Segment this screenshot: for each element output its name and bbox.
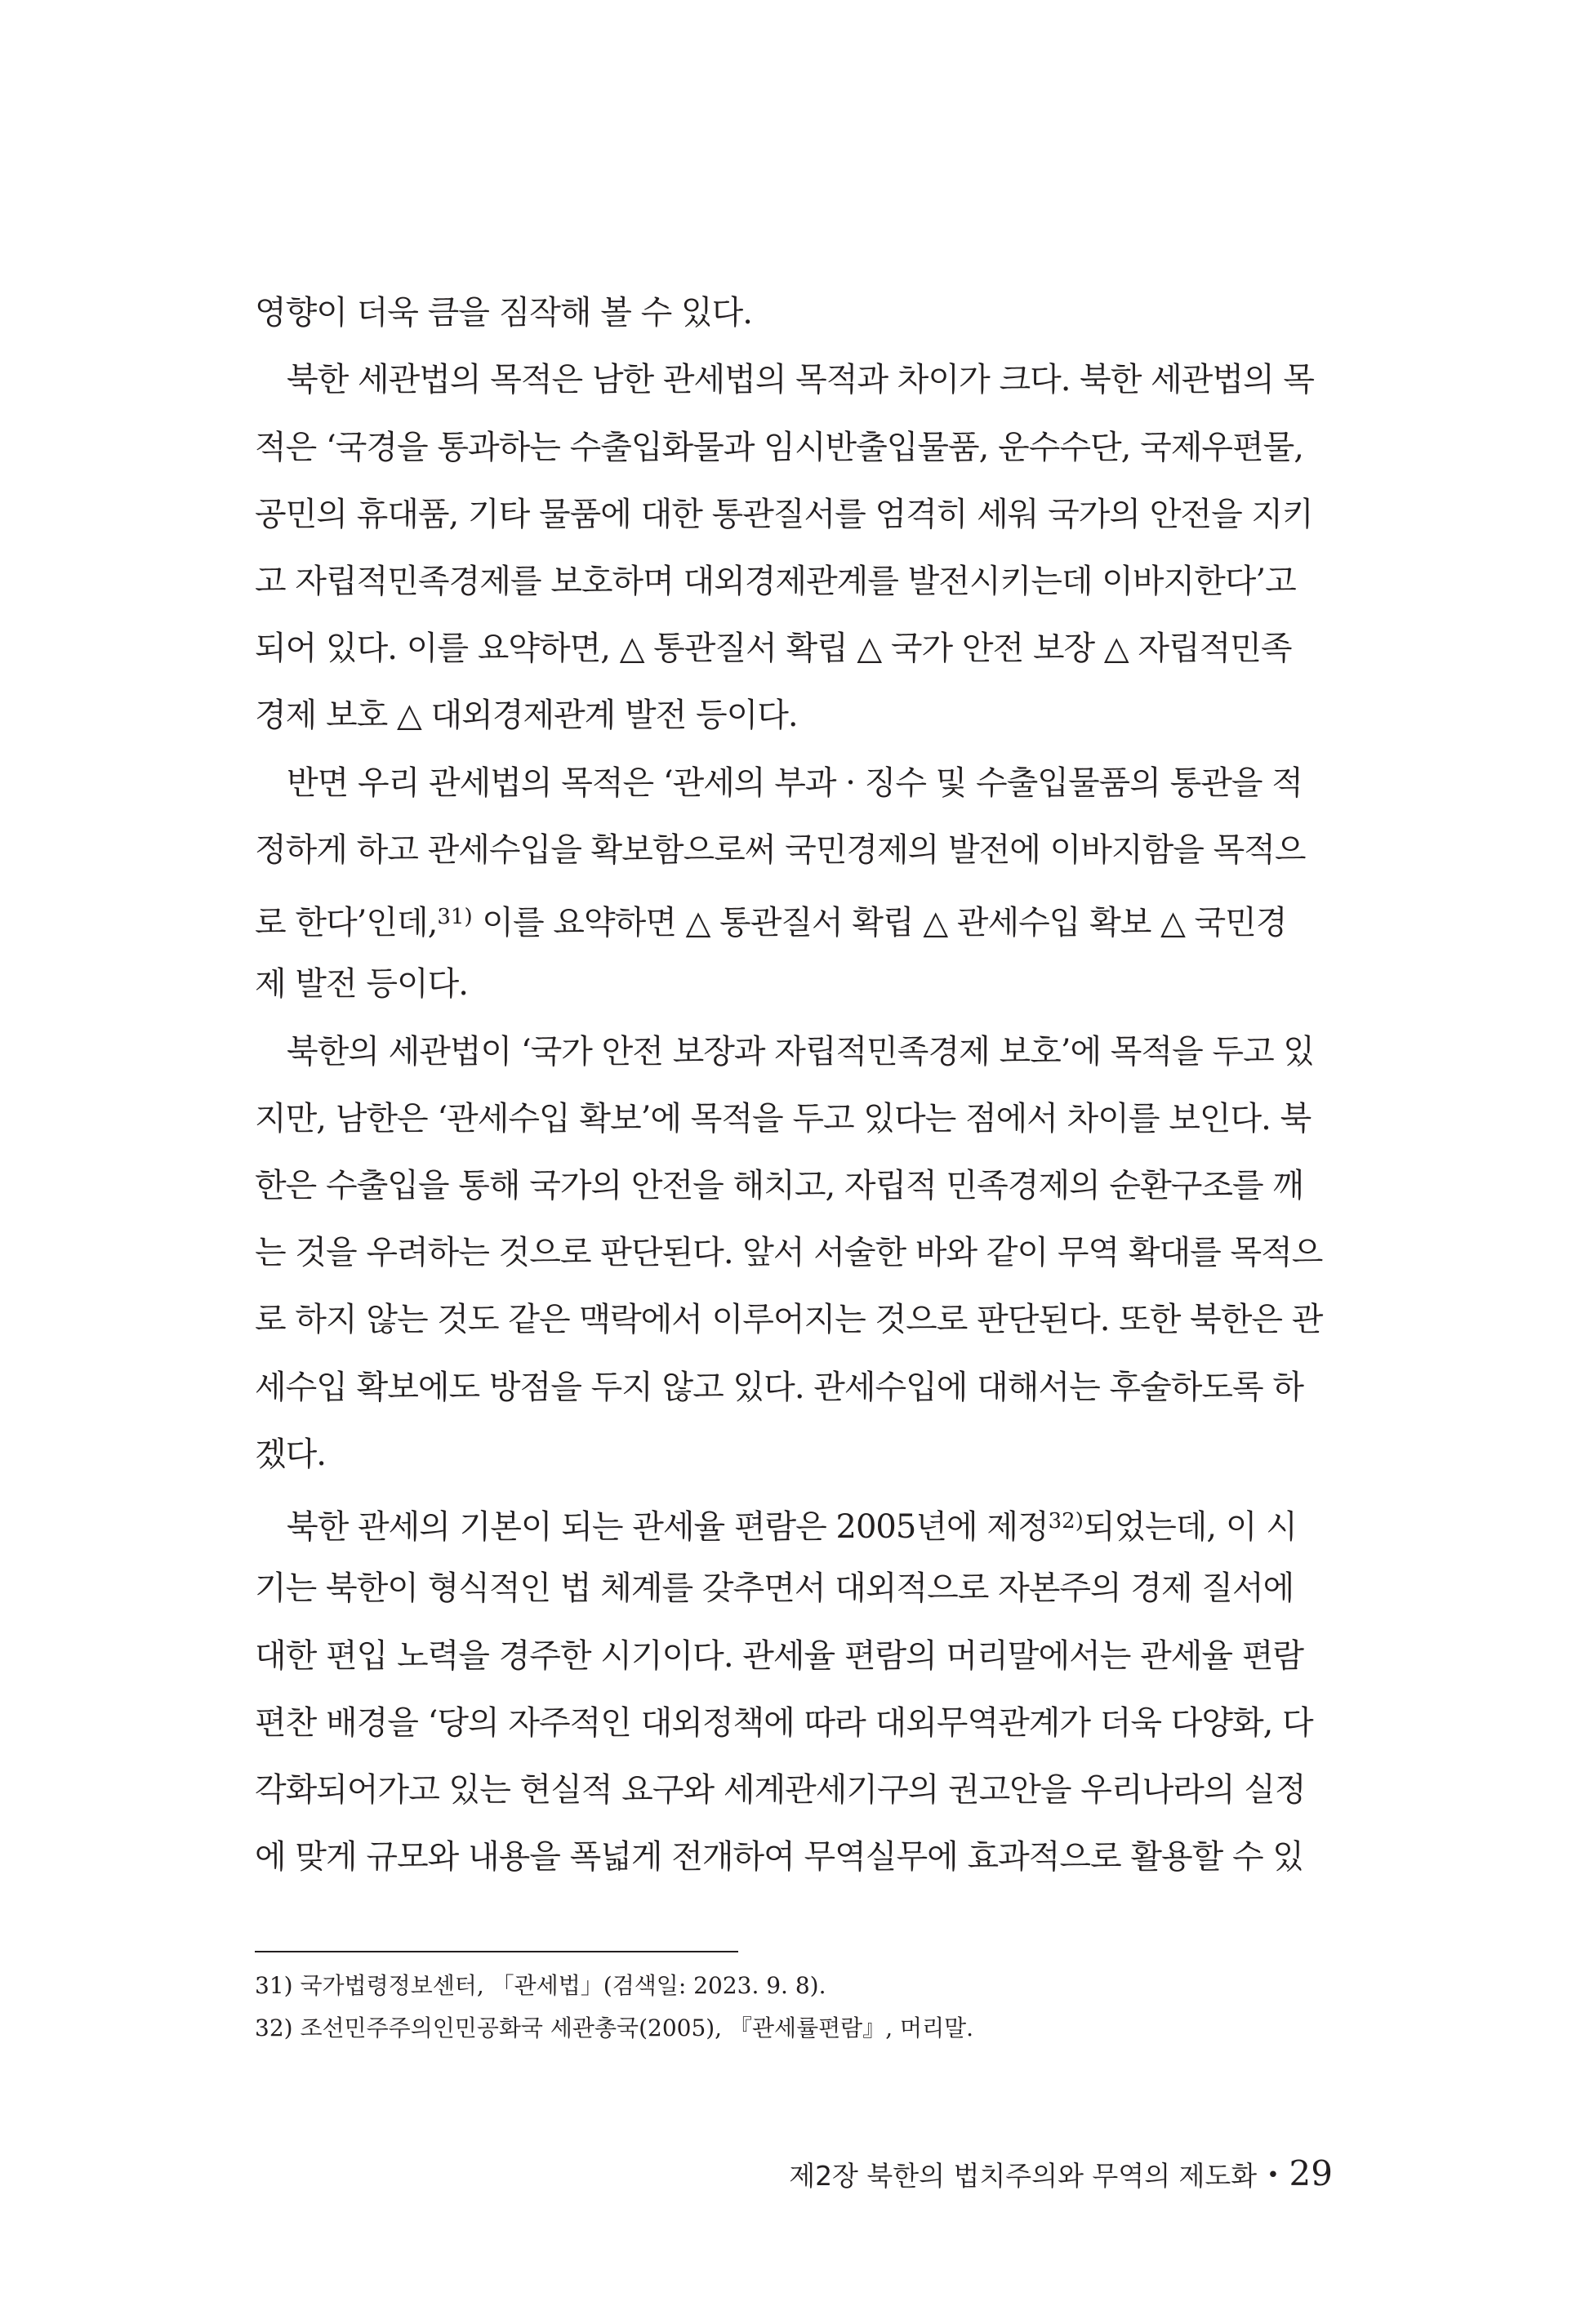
bullet-separator: • [1267,2163,1280,2188]
body-line: 는 것을 우려하는 것으로 판단된다. 앞서 서술한 바와 같이 무역 확대를 목적으 [255,1234,1323,1271]
body-line: 반면 우리 관세법의 목적은 ‘관세의 부과 · 징수 및 수출입물품의 통관을 적 [255,764,1303,802]
footnote-ref-31: 31) [437,905,473,929]
body-line: 로 하지 않는 것도 같은 맥락에서 이루어지는 것으로 판단된다. 또한 북한은 관 [255,1301,1323,1338]
line-text: 되었는데, 이 시 [1083,1508,1297,1546]
body-line: 기는 북한이 형식적인 법 체계를 갖추면서 대외적으로 자본주의 경제 질서에 [255,1569,1294,1607]
body-line: 적은 ‘국경을 통과하는 수출입화물과 임시반출입물품, 운수수단, 국제우편물, [255,429,1303,466]
body-line: 고 자립적민족경제를 보호하며 대외경제관계를 발전시키는데 이바지한다’고 [255,563,1296,600]
body-line: 제 발전 등이다. [255,965,468,1003]
running-footer [789,2153,1333,2197]
body-line-with-footnote-ref [255,1498,1333,1550]
line-text: 이를 요약하면 △ 통관질서 확립 △ 관세수입 확보 △ 국민경 [472,904,1287,942]
body-line: 각화되어가고 있는 현실적 요구와 세계관세기구의 권고안을 우리나라의 실정 [255,1771,1306,1809]
footnote-31: 31) 국가법령정보센터, 「관세법」(검색일: 2023. 9. 8). [255,1972,826,1999]
line-text: 북한 관세의 기본이 되는 관세율 편람은 2005년에 제정 [255,1508,1049,1546]
body-line: 편찬 배경을 ‘당의 자주적인 대외정책에 따라 대외무역관계가 더욱 다양화, 다 [255,1704,1313,1742]
body-line: 되어 있다. 이를 요약하면, △ 통관질서 확립 △ 국가 안전 보장 △ 자립적민족 [255,630,1292,667]
footnote-ref-32: 32) [1048,1509,1084,1534]
page-number: 29 [1289,2153,1333,2193]
line-text: 로 한다’인데, [255,904,438,942]
chapter-title: 제2장 북한의 법치주의와 무역의 제도화 [789,2160,1258,2192]
footnote-divider [255,1951,738,1952]
body-line: 한은 수출입을 통해 국가의 안전을 해치고, 자립적 민족경제의 순환구조를 깨 [255,1167,1303,1204]
footnote-32: 32) 조선민주주의인민공화국 세관총국(2005), 『관세률편람』, 머리말. [255,2015,974,2041]
body-line: 북한 세관법의 목적은 남한 관세법의 목적과 차이가 크다. 북한 세관법의 목 [255,361,1315,398]
body-line: 에 맞게 규모와 내용을 폭넓게 전개하여 무역실무에 효과적으로 활용할 수 있 [255,1838,1303,1876]
body-line: 대한 편입 노력을 경주한 시기이다. 관세율 편람의 머리말에서는 관세율 편람 [255,1637,1303,1675]
body-line: 북한의 세관법이 ‘국가 안전 보장과 자립적민족경제 보호’에 목적을 두고 있 [255,1033,1315,1071]
body-line: 공민의 휴대품, 기타 물품에 대한 통관질서를 엄격히 세워 국가의 안전을 지키 [255,496,1313,533]
body-line-with-footnote-ref [255,894,1333,946]
body-line: 지만, 남한은 ‘관세수입 확보’에 목적을 두고 있다는 점에서 차이를 보인다. 북 [255,1100,1311,1138]
body-line: 경제 보호 △ 대외경제관계 발전 등이다. [255,697,798,734]
body-line: 세수입 확보에도 방점을 두지 않고 있다. 관세수입에 대해서는 후술하도록 하 [255,1369,1303,1406]
body-line: 정하게 하고 관세수입을 확보함으로써 국민경제의 발전에 이바지함을 목적으 [255,831,1306,869]
body-line: 영향이 더욱 큼을 짐작해 볼 수 있다. [255,294,752,332]
body-line: 겠다. [255,1436,326,1473]
